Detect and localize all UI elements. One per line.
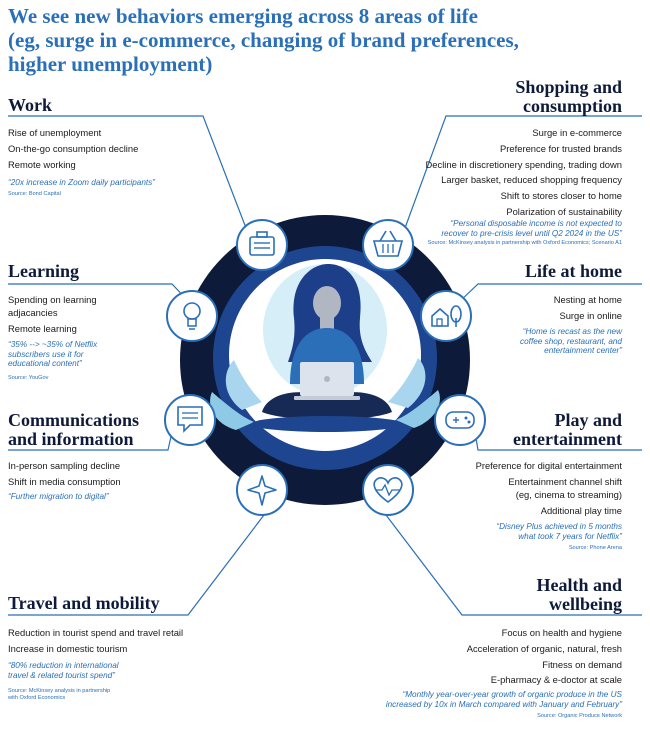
travel-source-line-1: Source: McKinsey analysis in partnership bbox=[8, 688, 111, 694]
chat-document-icon bbox=[165, 395, 215, 445]
health-item: Fitness on demand bbox=[542, 658, 622, 670]
life-at-home-items bbox=[554, 293, 622, 325]
play-quote-line-1: “Disney Plus achieved in 5 months bbox=[496, 522, 622, 531]
travel-item: Reduction in tourist spend and travel retail bbox=[8, 627, 184, 638]
learning-quote-line-2: subscribers use it for bbox=[8, 349, 84, 359]
heading-communications bbox=[8, 411, 139, 449]
health-item: Acceleration of organic, natural, fresh bbox=[466, 642, 622, 654]
heading-health-line-1: Health and bbox=[536, 575, 622, 595]
play-item: Preference for digital entertainment bbox=[475, 460, 622, 471]
work-item: Remote working bbox=[8, 158, 76, 170]
shopping-quote bbox=[441, 219, 622, 238]
health-item: Focus on health and hygiene bbox=[501, 627, 622, 638]
communications-items bbox=[8, 459, 121, 491]
heading-health bbox=[536, 576, 622, 614]
learning-item: adjacancies bbox=[8, 307, 58, 318]
heading-life-at-home: Life at home bbox=[525, 261, 622, 281]
shopping-item: Larger basket, reduced shopping frequency bbox=[441, 174, 622, 186]
heading-shopping bbox=[515, 78, 622, 116]
heading-communications-line-2: and information bbox=[8, 429, 134, 449]
health-quote-line-1: “Monthly year-over-year growth of organic produce in the US bbox=[402, 690, 622, 699]
house-tree-icon bbox=[421, 291, 471, 341]
heading-play-line-1: Play and bbox=[554, 410, 622, 430]
learning-quote bbox=[8, 340, 97, 369]
play-item: Additional play time bbox=[540, 504, 622, 516]
learning-item: Spending on learning bbox=[8, 294, 97, 305]
travel-source bbox=[8, 688, 110, 702]
heading-play-line-2: entertainment bbox=[513, 429, 622, 449]
travel-quote bbox=[8, 661, 119, 680]
work-items bbox=[8, 126, 138, 173]
heading-play bbox=[513, 411, 622, 449]
airplane-icon bbox=[237, 465, 287, 515]
learning-item: Remote learning bbox=[8, 322, 77, 334]
heart-pulse-icon bbox=[363, 465, 413, 515]
title-line-3: higher unemployment) bbox=[8, 52, 213, 76]
shopping-quote-line-1: “Personal disposable income is not expected to bbox=[450, 219, 622, 228]
lightbulb-icon bbox=[167, 291, 217, 341]
learning-quote-line-1: “35% --> ~35% of Netflix bbox=[8, 340, 98, 349]
travel-item: Increase in domestic tourism bbox=[8, 642, 128, 654]
work-quote: “20x increase in Zoom daily participants” bbox=[8, 178, 155, 187]
learning-source: Source: YouGov bbox=[8, 375, 49, 381]
play-items bbox=[476, 459, 622, 519]
title-line-2: (eg, surge in e-commerce, changing of brand preferences, bbox=[8, 28, 519, 52]
play-source: Source: Phone Arena bbox=[568, 545, 622, 551]
communications-item: In-person sampling decline bbox=[8, 460, 121, 471]
travel-items bbox=[8, 626, 183, 658]
shopping-item: Preference for trusted brands bbox=[500, 142, 622, 154]
play-quote-line-2: what took 7 years for Netflix” bbox=[518, 531, 622, 541]
shopping-quote-line-2: recover to pre-crisis level until Q2 2024 in the US” bbox=[441, 228, 622, 238]
life-at-home-item: Surge in online bbox=[559, 309, 622, 321]
travel-quote-line-1: “80% reduction in international bbox=[8, 661, 119, 670]
shopping-item: Surge in e-commerce bbox=[532, 127, 622, 138]
gamepad-icon bbox=[435, 395, 485, 445]
shopping-item: Polarization of sustainability bbox=[506, 205, 622, 217]
travel-source-line-2: with Oxford Economics bbox=[8, 695, 66, 701]
heading-health-line-2: wellbeing bbox=[548, 594, 622, 614]
shopping-item: Decline in discretionery spending, trading down bbox=[425, 158, 622, 170]
travel-quote-line-2: travel & related tourist spend” bbox=[8, 670, 115, 680]
heading-learning: Learning bbox=[8, 261, 80, 281]
work-item: On-the-go consumption decline bbox=[8, 142, 139, 154]
work-source: Source: Bond Capital bbox=[8, 191, 61, 197]
health-item: E-pharmacy & e-doctor at scale bbox=[490, 674, 622, 686]
play-quote bbox=[496, 522, 622, 541]
life-at-home-quote bbox=[520, 327, 622, 356]
health-source: Source: Organic Produce Network bbox=[537, 713, 622, 719]
health-items bbox=[467, 626, 622, 689]
heading-work: Work bbox=[8, 95, 53, 115]
title-line-1: We see new behaviors emerging across 8 areas of life bbox=[8, 4, 478, 28]
life-at-home-item: Nesting at home bbox=[553, 294, 622, 305]
learning-quote-line-3: educational content” bbox=[8, 359, 82, 368]
play-item: Entertainment channel shift bbox=[508, 475, 622, 487]
health-quote-line-2: increased by 10x in March compared with January and February” bbox=[385, 699, 622, 709]
shopping-item: Shift to stores closer to home bbox=[500, 190, 622, 202]
briefcase-icon bbox=[237, 220, 287, 270]
life-at-home-quote-line-3: entertainment center” bbox=[544, 346, 622, 355]
health-quote bbox=[386, 690, 622, 709]
play-item: (eg, cinema to streaming) bbox=[515, 488, 622, 500]
basket-icon bbox=[363, 220, 413, 270]
heading-communications-line-1: Communications bbox=[8, 410, 140, 430]
communications-quote: “Further migration to digital” bbox=[8, 492, 109, 501]
work-item: Rise of unemployment bbox=[8, 127, 102, 138]
learning-items bbox=[8, 293, 97, 338]
life-at-home-quote-line-1: “Home is recast as the new bbox=[522, 327, 622, 336]
heading-travel: Travel and mobility bbox=[8, 593, 160, 613]
heading-shopping-line-1: Shopping and bbox=[515, 77, 622, 97]
communications-item: Shift in media consumption bbox=[8, 475, 121, 487]
shopping-items bbox=[426, 126, 622, 221]
shopping-source: Source: McKinsey analysis in partnership with Oxford Economics; Scenario A1 bbox=[427, 240, 622, 246]
heading-shopping-line-2: consumption bbox=[522, 96, 622, 116]
life-at-home-quote-line-2: coffee shop, restaurant, and bbox=[520, 336, 622, 346]
